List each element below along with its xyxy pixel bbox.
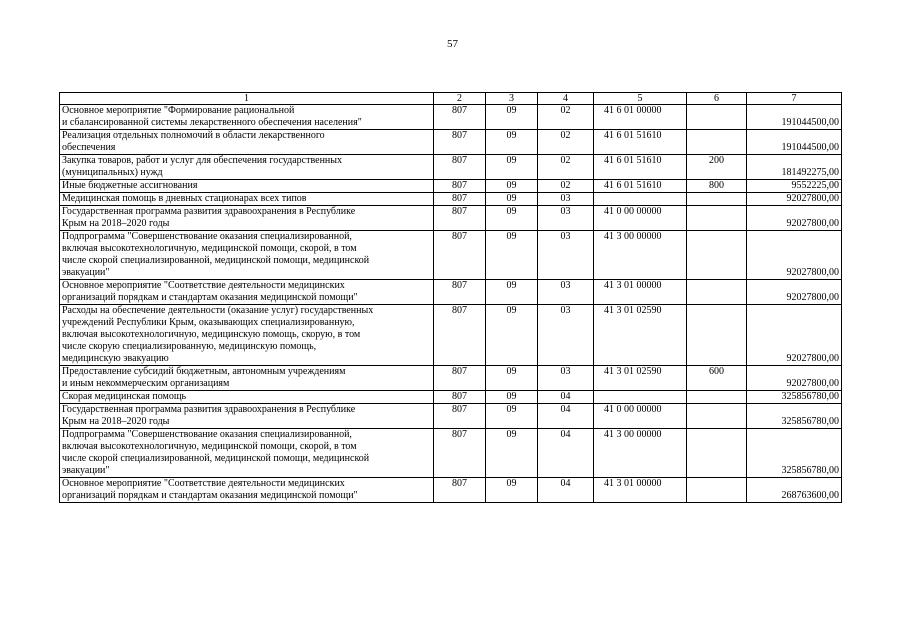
target-article-cell: 41 3 00 00000	[594, 231, 687, 280]
section-code-cell: 09	[486, 231, 538, 280]
ministry-code-cell: 807	[434, 391, 486, 404]
table-row	[60, 155, 842, 180]
subsection-code-cell: 02	[538, 180, 594, 193]
table-row	[60, 105, 842, 130]
section-code-cell: 09	[486, 404, 538, 429]
section-code-cell: 09	[486, 305, 538, 366]
ministry-code-cell: 807	[434, 429, 486, 478]
ministry-code-cell: 807	[434, 366, 486, 391]
item-name-cell: Скорая медицинская помощь	[60, 391, 434, 404]
expense-type-cell	[687, 130, 747, 155]
target-article-cell: 41 0 00 00000	[594, 404, 687, 429]
expense-type-cell	[687, 105, 747, 130]
target-article-cell: 41 6 01 51610	[594, 130, 687, 155]
target-article-cell: 41 3 01 00000	[594, 478, 687, 503]
item-name-cell: Расходы на обеспечение деятельности (оказание услуг) государственных учреждений Республики Крым, оказывающих специализированную, включая высокотехнологичную, медицинскую помощь, скорую, в том числе скорую специализированную, медицинскую помощь, медицинскую эвакуацию	[60, 305, 434, 366]
target-article-cell: 41 6 01 51610	[594, 180, 687, 193]
expense-type-cell	[687, 206, 747, 231]
expense-type-cell: 800	[687, 180, 747, 193]
subsection-code-cell: 03	[538, 280, 594, 305]
expense-type-cell	[687, 429, 747, 478]
subsection-code-cell: 03	[538, 193, 594, 206]
subsection-code-cell: 04	[538, 478, 594, 503]
column-header: 7	[747, 93, 842, 105]
subsection-code-cell: 04	[538, 391, 594, 404]
expense-type-cell	[687, 231, 747, 280]
ministry-code-cell: 807	[434, 130, 486, 155]
amount-cell: 92027800,00	[747, 305, 842, 366]
amount-cell: 268763600,00	[747, 478, 842, 503]
table-row	[60, 280, 842, 305]
column-header: 1	[60, 93, 434, 105]
section-code-cell: 09	[486, 105, 538, 130]
table-row	[60, 366, 842, 391]
page-number: 57	[447, 38, 458, 50]
subsection-code-cell: 04	[538, 404, 594, 429]
expense-type-cell	[687, 280, 747, 305]
amount-cell: 92027800,00	[747, 193, 842, 206]
amount-cell: 92027800,00	[747, 280, 842, 305]
target-article-cell: 41 6 01 00000	[594, 105, 687, 130]
table-row	[60, 206, 842, 231]
table-row	[60, 429, 842, 478]
expense-type-cell	[687, 404, 747, 429]
column-header: 2	[434, 93, 486, 105]
target-article-cell: 41 3 01 02590	[594, 366, 687, 391]
table-row	[60, 231, 842, 280]
expense-type-cell	[687, 305, 747, 366]
item-name-cell: Иные бюджетные ассигнования	[60, 180, 434, 193]
ministry-code-cell: 807	[434, 206, 486, 231]
item-name-cell: Государственная программа развития здравоохранения в Республике Крым на 2018–2020 годы	[60, 206, 434, 231]
table-header-row	[60, 93, 842, 105]
ministry-code-cell: 807	[434, 478, 486, 503]
subsection-code-cell: 03	[538, 206, 594, 231]
target-article-cell: 41 3 00 00000	[594, 429, 687, 478]
ministry-code-cell: 807	[434, 155, 486, 180]
column-header: 5	[594, 93, 687, 105]
item-name-cell: Подпрограмма "Совершенствование оказания специализированной, включая высокотехнологичную, медицинской помощи, скорой, в том числе скорой специализированной, медицинской помощи, медицинской эвакуации"	[60, 429, 434, 478]
section-code-cell: 09	[486, 478, 538, 503]
amount-cell: 325856780,00	[747, 404, 842, 429]
amount-cell: 325856780,00	[747, 429, 842, 478]
target-article-cell: 41 6 01 51610	[594, 155, 687, 180]
item-name-cell: Предоставление субсидий бюджетным, автономным учреждениям и иным некоммерческим организациям	[60, 366, 434, 391]
item-name-cell: Основное мероприятие "Формирование рациональной и сбалансированной системы лекарственного обеспечения населения"	[60, 105, 434, 130]
target-article-cell: 41 0 00 00000	[594, 206, 687, 231]
column-header: 4	[538, 93, 594, 105]
amount-cell: 181492275,00	[747, 155, 842, 180]
expense-type-cell: 200	[687, 155, 747, 180]
subsection-code-cell: 03	[538, 366, 594, 391]
table-row	[60, 130, 842, 155]
ministry-code-cell: 807	[434, 404, 486, 429]
section-code-cell: 09	[486, 429, 538, 478]
expense-type-cell	[687, 478, 747, 503]
amount-cell: 325856780,00	[747, 391, 842, 404]
item-name-cell: Закупка товаров, работ и услуг для обеспечения государственных (муниципальных) нужд	[60, 155, 434, 180]
table-row	[60, 180, 842, 193]
section-code-cell: 09	[486, 366, 538, 391]
target-article-cell	[594, 391, 687, 404]
ministry-code-cell: 807	[434, 305, 486, 366]
target-article-cell: 41 3 01 02590	[594, 305, 687, 366]
table-row	[60, 391, 842, 404]
subsection-code-cell: 02	[538, 155, 594, 180]
amount-cell: 191044500,00	[747, 130, 842, 155]
item-name-cell: Медицинская помощь в дневных стационарах всех типов	[60, 193, 434, 206]
section-code-cell: 09	[486, 130, 538, 155]
expense-type-cell	[687, 193, 747, 206]
item-name-cell: Основное мероприятие "Соответствие деятельности медицинских организаций порядкам и стандартам оказания медицинской помощи"	[60, 478, 434, 503]
section-code-cell: 09	[486, 180, 538, 193]
ministry-code-cell: 807	[434, 280, 486, 305]
subsection-code-cell: 03	[538, 305, 594, 366]
amount-cell: 9552225,00	[747, 180, 842, 193]
table-row	[60, 478, 842, 503]
section-code-cell: 09	[486, 206, 538, 231]
section-code-cell: 09	[486, 193, 538, 206]
table-row	[60, 193, 842, 206]
section-code-cell: 09	[486, 155, 538, 180]
table-row	[60, 305, 842, 366]
expense-type-cell	[687, 391, 747, 404]
amount-cell: 92027800,00	[747, 231, 842, 280]
budget-table	[59, 92, 842, 503]
item-name-cell: Государственная программа развития здравоохранения в Республике Крым на 2018–2020 годы	[60, 404, 434, 429]
amount-cell: 191044500,00	[747, 105, 842, 130]
item-name-cell: Основное мероприятие "Соответствие деятельности медицинских организаций порядкам и стандартам оказания медицинской помощи"	[60, 280, 434, 305]
expense-type-cell: 600	[687, 366, 747, 391]
table-row	[60, 404, 842, 429]
amount-cell: 92027800,00	[747, 206, 842, 231]
ministry-code-cell: 807	[434, 193, 486, 206]
amount-cell: 92027800,00	[747, 366, 842, 391]
target-article-cell	[594, 193, 687, 206]
section-code-cell: 09	[486, 391, 538, 404]
ministry-code-cell: 807	[434, 231, 486, 280]
column-header: 6	[687, 93, 747, 105]
subsection-code-cell: 04	[538, 429, 594, 478]
item-name-cell: Реализация отдельных полномочий в области лекарственного обеспечения	[60, 130, 434, 155]
subsection-code-cell: 03	[538, 231, 594, 280]
ministry-code-cell: 807	[434, 180, 486, 193]
subsection-code-cell: 02	[538, 105, 594, 130]
section-code-cell: 09	[486, 280, 538, 305]
item-name-cell: Подпрограмма "Совершенствование оказания специализированной, включая высокотехнологичную, медицинской помощи, скорой, в том числе скорой специализированной, медицинской помощи, медицинской эвакуации"	[60, 231, 434, 280]
target-article-cell: 41 3 01 00000	[594, 280, 687, 305]
subsection-code-cell: 02	[538, 130, 594, 155]
ministry-code-cell: 807	[434, 105, 486, 130]
column-header: 3	[486, 93, 538, 105]
